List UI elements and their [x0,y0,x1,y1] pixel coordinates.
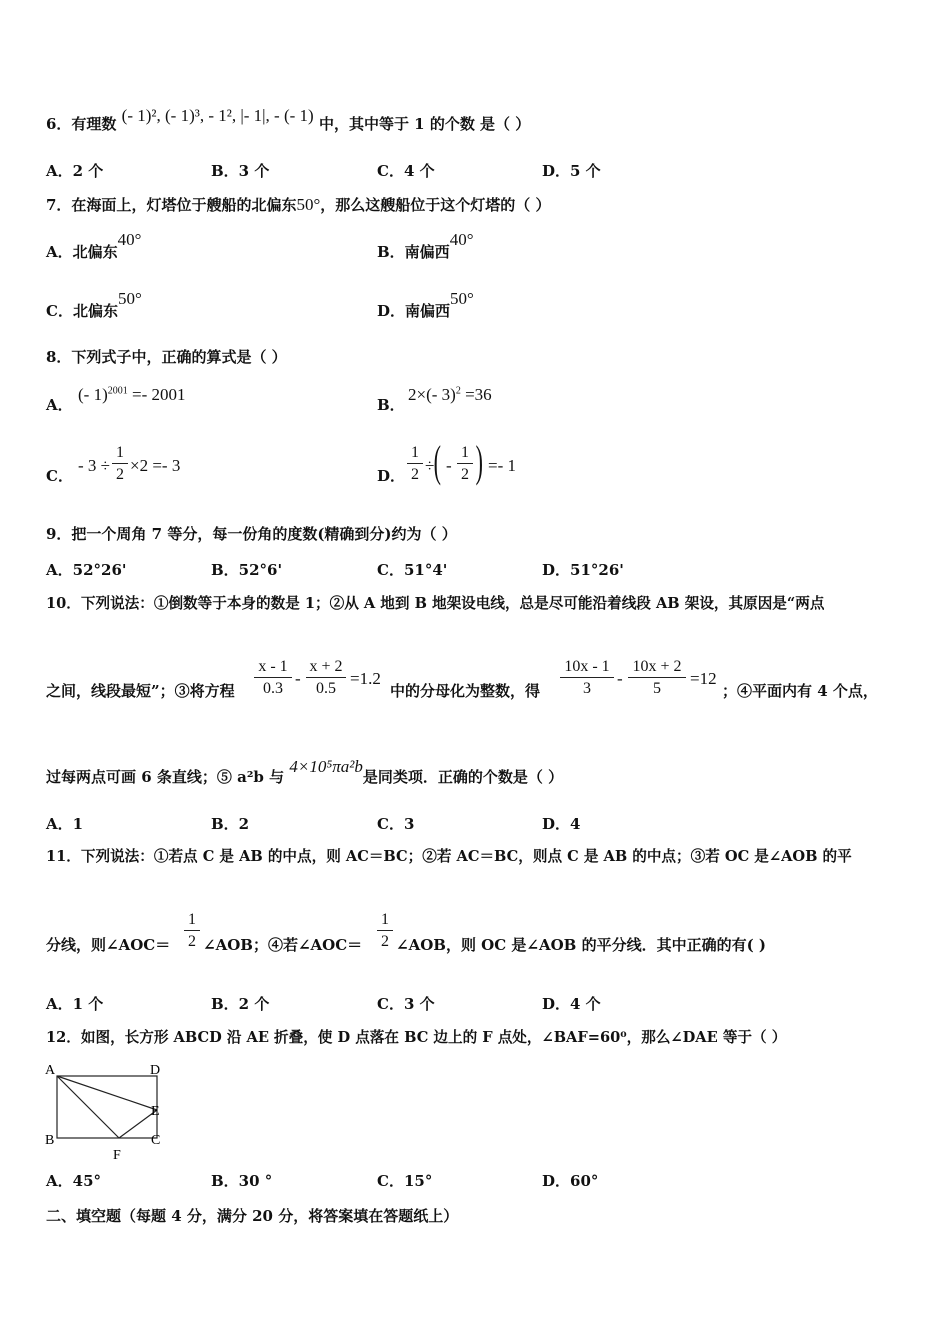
q8-d-divide: ÷ [425,456,435,475]
q10-eq2-num-1: 10x - 1 [560,657,614,678]
q11-option-a: A．1 个 [46,995,104,1013]
q9-option-c: C．51°4' [377,561,448,579]
q7-option-c-angle: 50° [117,289,142,308]
q10-option-b: B．2 [211,815,250,833]
q6-option-a: A．2 个 [46,162,104,180]
q10-line-2a: 之间，线段最短”；③将方程 [46,682,235,700]
label-a: A [45,1063,56,1078]
q6-option-b: B．3 个 [211,162,270,180]
q8-d-numerator-1: 1 [407,443,423,464]
section-2-heading: 二、填空题（每题 4 分，满分 20 分，将答案填在答题纸上） [46,1207,459,1225]
q8-d-left-paren: ( [433,437,441,486]
q11-option-c: C．3 个 [377,995,435,1013]
q7-suffix: ，那么这艘船位于这个灯塔的（ ） [320,196,551,214]
q7-option-c-label: C．北偏东 [46,302,118,320]
q11-fraction-2 [377,910,393,953]
rectangle-abcd [57,1076,157,1138]
label-c: C [151,1133,161,1148]
q10-eq1-den-2: 0.5 [316,680,336,697]
q10-option-c: C．3 [377,815,415,833]
q6-expression: (- 1)², (- 1)³, - 1², |- 1|, - (- 1) [121,106,314,125]
q8-b-exponent: 2 [455,385,461,397]
q10-eq1-frac-1 [254,657,292,700]
q8-a-rest: =- 2001 [131,385,186,404]
q11-fraction-2-den: 2 [381,933,389,950]
q8-d-fraction-2 [457,443,473,486]
q8-d-numerator-2: 1 [457,443,473,464]
q7-option-d [377,289,474,321]
q10-eq2-den-2: 5 [653,680,661,697]
q10-line-3b: 是同类项．正确的个数是（ ） [362,768,564,786]
q11-option-b: B．2 个 [211,995,270,1013]
q8-a-exponent: 2001 [107,385,128,397]
q10-eq1-rhs: =1.2 [350,669,381,688]
q8-d-denominator-1: 2 [411,466,419,483]
q8-option-a-expr [78,385,185,405]
label-b: B [45,1133,55,1148]
q7-option-b [377,230,474,262]
q8-c-fraction [112,443,128,486]
q12-option-d: D．60° [542,1172,599,1190]
q10-eq1-num-1: x - 1 [254,657,292,678]
q12-stem: 12．如图，长方形 ABCD 沿 AE 折叠，使 D 点落在 BC 边上的 F 点处，∠BAF=60⁰，那么∠DAE 等于（ ） [46,1029,787,1046]
q7-option-c [46,289,142,321]
q10-eq2-num-2: 10x + 2 [628,657,686,678]
q11-line-2c: ∠AOB，则 OC 是∠AOB 的平分线．其中正确的有( ) [396,936,766,954]
q7-option-a-angle: 40° [117,230,142,249]
q9-option-b: B．52°6' [211,561,283,579]
q8-d-rest: =- 1 [488,456,516,475]
q7-option-b-angle: 40° [449,230,474,249]
q10-option-a: A．1 [46,815,84,833]
q8-c-rest: ×2 =- 3 [130,456,181,475]
q7-angle: 50° [296,195,321,214]
q8-a-base: (- 1) [78,385,108,404]
q12-option-b: B．30 ° [211,1172,273,1190]
q12-option-a: A．45° [46,1172,102,1190]
q11-fraction-1-num: 1 [184,910,200,931]
q10-eq1-num-2: x + 2 [306,657,346,678]
q6-suffix: 中，其中等于 1 的个数 是（ ） [318,115,531,133]
q6-option-c: C．4 个 [377,162,435,180]
q7-option-a [46,230,142,262]
q7-option-d-angle: 50° [450,289,474,308]
q10-option-d: D．4 [542,815,581,833]
q11-fraction-1 [184,910,200,953]
fold-line-ae [57,1076,157,1110]
q8-option-b-expr [408,385,492,405]
q10-eq1-frac-2 [306,657,346,700]
q10-eq2-minus: - [617,669,623,688]
label-d: D [150,1063,161,1078]
q7-option-b-label: B．南偏西 [377,243,450,261]
q8-option-b-label: B． [377,396,405,414]
q11-fraction-2-num: 1 [377,910,393,931]
q6-option-d: D．5 个 [542,162,601,180]
q10-eq2-frac-2 [628,657,686,700]
q8-c-numerator: 1 [112,443,128,464]
q8-option-d-label: D． [377,467,406,485]
q12-rectangle-figure [40,1058,170,1162]
q11-option-d: D．4 个 [542,995,601,1013]
q9-stem: 9．把一个周角 7 等分，每一份角的度数(精确到分)约为（ ） [46,525,457,543]
q7-prefix: 7．在海面上，灯塔位于艘船的北偏东 [46,196,297,214]
q7-option-d-label: D．南偏西 [377,302,451,320]
q8-option-a-label: A． [46,396,73,414]
q10-eq1-den-1: 0.3 [263,680,283,697]
q6-stem [46,106,531,134]
q11-line-2a: 分线，则∠AOC＝ [46,936,171,954]
q10-line-2c: ；④平面内有 4 个点， [722,682,878,700]
q10-eq2-den-1: 3 [583,680,591,697]
q8-d-minus: - [446,456,452,475]
q10-line-3-expr: 4×10⁵πa²b [289,757,363,776]
q11-line-1: 11．下列说法：①若点 C 是 AB 的中点，则 AC＝BC；②若 AC＝BC，则点 C 是 AB 的中点；③若 OC 是∠AOB 的平 [46,848,852,865]
q8-option-c-label: C． [46,467,73,485]
q12-option-c: C．15° [377,1172,433,1190]
segment-af [57,1076,119,1138]
q10-line-2b: 中的分母化为整数，得 [390,682,541,700]
q10-line-3a: 过每两点可画 6 条直线；⑤ a²b 与 [46,768,285,786]
q7-option-a-label: A．北偏东 [46,243,118,261]
q8-b-base: 2×(- 3) [408,385,456,404]
q8-d-fraction-1 [407,443,423,486]
q9-option-a: A．52°26' [46,561,127,579]
q10-eq1-minus: - [295,669,301,688]
q6-prefix: 6．有理数 [46,115,117,133]
q10-eq2-rhs: =12 [690,669,717,688]
q11-line-2b: ∠AOB；④若∠AOC＝ [203,936,363,954]
q10-eq2-frac-1 [560,657,614,700]
q8-stem: 8．下列式子中，正确的算式是（ ） [46,348,287,366]
q8-d-denominator-2: 2 [461,466,469,483]
q9-option-d: D．51°26' [542,561,624,579]
q8-c-left: - 3 ÷ [78,456,110,475]
label-e: E [151,1104,160,1119]
label-f: F [113,1148,121,1162]
q8-b-rest: =36 [465,385,492,404]
q8-c-denominator: 2 [116,466,124,483]
q10-line-3 [46,757,564,787]
q10-line-1: 10．下列说法：①倒数等于本身的数是 1；②从 A 地到 B 地架设电线，总是尽可能沿着线段 AB 架设，其原因是“两点 [46,595,825,612]
q8-d-right-paren: ) [475,437,483,486]
q7-stem [46,195,551,215]
q11-fraction-1-den: 2 [188,933,196,950]
